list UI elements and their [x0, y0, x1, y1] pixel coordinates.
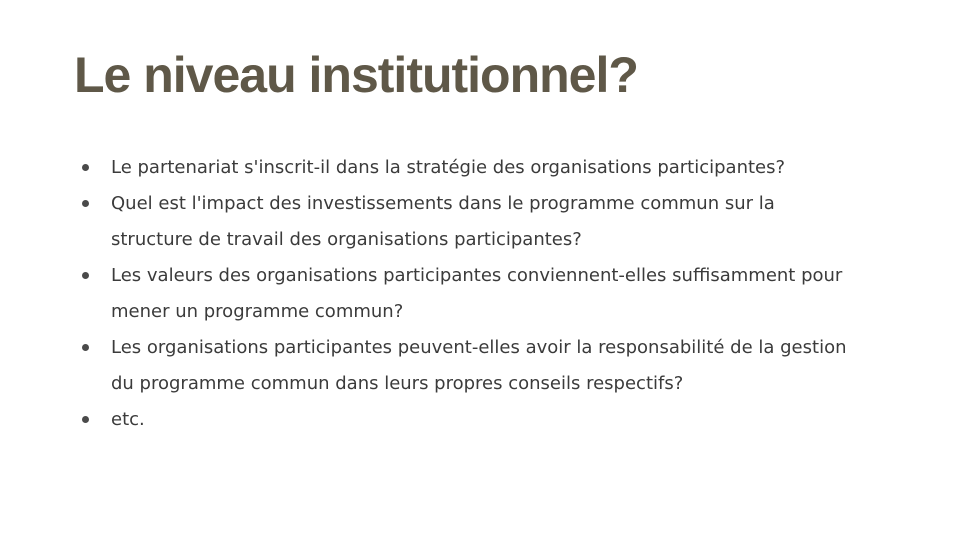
bullet-text: Les valeurs des organisations participantes conviennent-elles suffisamment pour mener un programme commun? — [111, 265, 843, 322]
list-item — [80, 258, 860, 330]
list-item — [80, 402, 860, 438]
bullet-icon — [82, 164, 89, 171]
bullet-text: Les organisations participantes peuvent-elles avoir la responsabilité de la gestion du programme commun dans leurs propres conseils respectifs? — [111, 337, 847, 394]
bullet-icon — [82, 200, 89, 207]
bullet-icon — [82, 416, 89, 423]
slide-title: Le niveau institutionnel? — [74, 47, 638, 103]
bullet-list — [80, 150, 860, 438]
bullet-text: Quel est l'impact des investissements dans le programme commun sur la structure de travail des organisations participantes? — [111, 193, 775, 250]
list-item — [80, 150, 860, 186]
list-item — [80, 330, 860, 402]
bullet-text: Le partenariat s'inscrit-il dans la stratégie des organisations participantes? — [111, 157, 786, 178]
bullet-icon — [82, 344, 89, 351]
list-item — [80, 186, 860, 258]
bullet-text: etc. — [111, 409, 145, 430]
bullet-icon — [82, 272, 89, 279]
